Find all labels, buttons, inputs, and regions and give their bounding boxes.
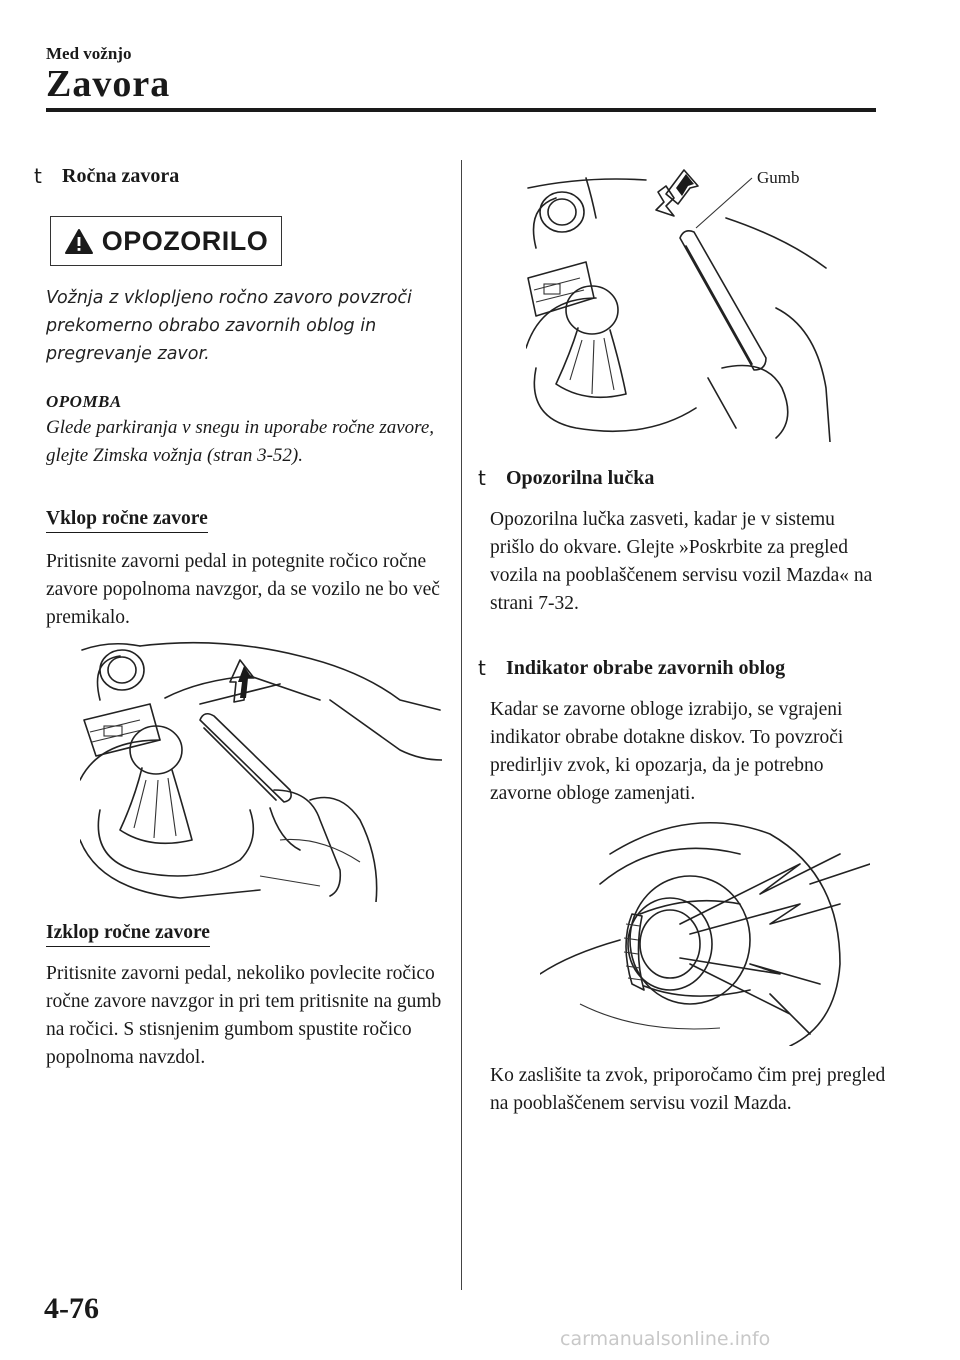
subheading-release-text: Izklop ročne zavore xyxy=(46,922,210,947)
warning-text: Vožnja z vklopljeno ročno zavoro povzroči prekomerno obrabo zavornih oblog in pregrevanje zavor. xyxy=(46,288,412,364)
figure-wear-indicator xyxy=(540,814,870,1046)
heading-wear-indicator xyxy=(478,656,785,680)
warning-triangle-icon xyxy=(64,228,94,255)
figure-release-brake xyxy=(526,158,832,442)
heading-warning-light xyxy=(478,466,654,490)
warning-label: OPOZORILO xyxy=(101,225,269,256)
page-number: 4-76 xyxy=(44,1292,99,1325)
engage-text: Pritisnite zavorni pedal in potegnite ročico ročne zavore popolnoma navzgor, da se vozilo ne bo več premikalo. xyxy=(46,551,440,628)
closing-text: Ko zaslišite ta zvok, priporočamo čim prej pregled na pooblaščenem servisu vozil Mazda. xyxy=(490,1065,886,1114)
heading-text: Opozorilna lučka xyxy=(506,466,655,489)
triangle-bullet-icon: t xyxy=(478,466,486,490)
header-rule xyxy=(46,108,876,112)
note-text: Glede parkiranja v snegu in uporabe ročne zavore, glejte Zimska vožnja (stran 3-52). xyxy=(46,417,435,466)
subheading-engage-text: Vklop ročne zavore xyxy=(46,508,208,533)
release-text: Pritisnite zavorni pedal, nekoliko povlecite ročico ročne zavore navzgor in pri tem pritisnite na gumb na ročici. S stisnjenim gumbom spustite ročico popolnoma navzdol. xyxy=(46,963,442,1068)
subheading-engage xyxy=(46,508,208,533)
section-label: Med vožnjo xyxy=(46,44,132,63)
figure-callout-gumb: Gumb xyxy=(757,168,800,187)
subheading-release xyxy=(46,922,210,947)
page-title: Zavora xyxy=(46,63,171,105)
wear-indicator-text: Kadar se zavorne obloge izrabijo, se vgrajeni indikator obrabe dotakne diskov. To povzroči predirljiv zvok, ki opozarja, da je potrebno zavorne obloge zamenjati. xyxy=(490,699,844,804)
figure-engage-brake xyxy=(80,640,442,902)
warning-light-text: Opozorilna lučka zasveti, kadar je v sistemu prišlo do okvare. Glejte »Poskrbite za pregled vozila na pooblaščenem servisu vozil Mazda« na strani 7-32. xyxy=(490,509,873,614)
watermark: carmanualsonline.info xyxy=(560,1328,771,1350)
heading-text: Ročna zavora xyxy=(62,164,180,187)
heading-parking-brake xyxy=(34,164,179,188)
triangle-bullet-icon: t xyxy=(34,164,42,188)
note-title: OPOMBA xyxy=(46,392,122,411)
triangle-bullet-icon: t xyxy=(478,656,486,680)
heading-text: Indikator obrabe zavornih oblog xyxy=(506,656,786,679)
warning-box xyxy=(50,216,282,266)
column-divider xyxy=(461,160,462,1290)
